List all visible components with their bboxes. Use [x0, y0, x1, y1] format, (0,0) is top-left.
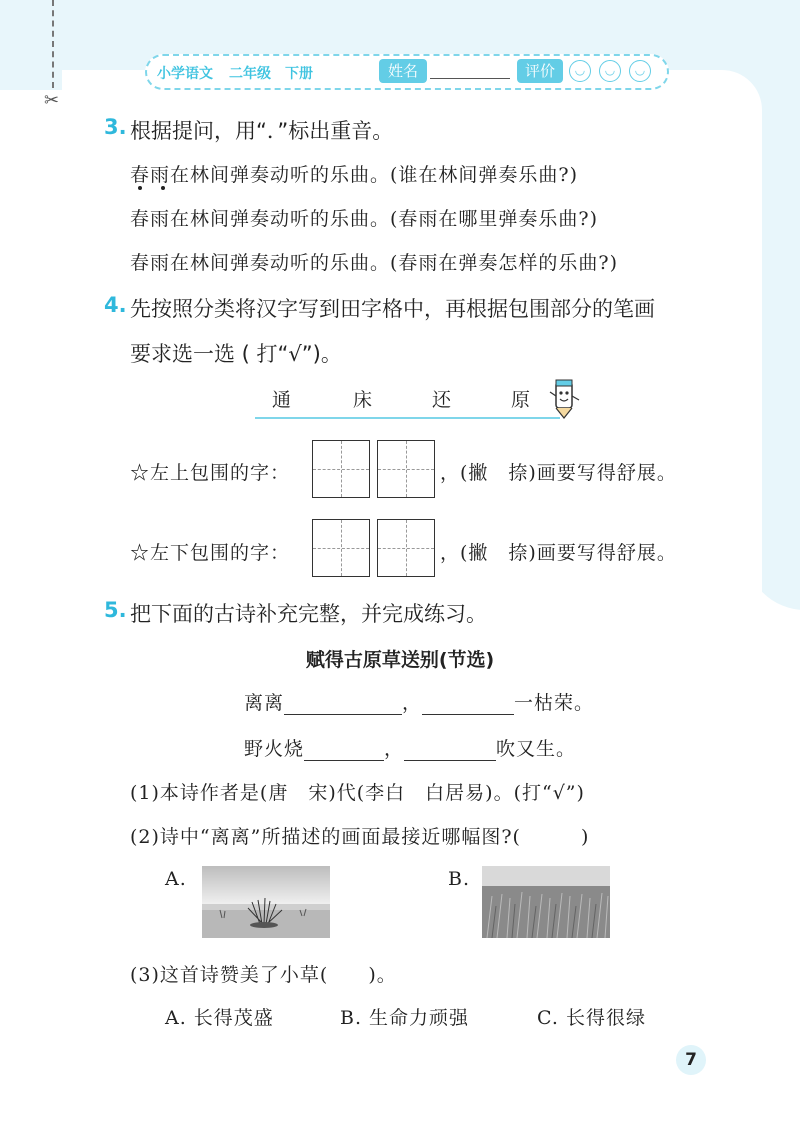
char-item: 床 — [353, 389, 373, 411]
q3-number: 3. — [104, 115, 127, 139]
q5-prompt: 把下面的古诗补充完整，并完成练习。 — [130, 602, 487, 626]
q4-row1-label: ☆左上包围的字： — [130, 462, 291, 484]
q5-number: 5. — [104, 598, 127, 622]
poem-text: 离离 — [244, 692, 285, 714]
grassland-photo-b[interactable] — [482, 866, 610, 938]
tianzige-box[interactable] — [377, 519, 435, 577]
q3-prompt: 根据提问，用“．”标出重音。 — [130, 119, 394, 143]
poem-blank[interactable] — [422, 696, 514, 715]
q4-row2-tail: ，(撇 捺)画要写得舒展。 — [440, 542, 677, 564]
q4-number: 4. — [104, 293, 127, 317]
option-a-label: A. — [165, 868, 187, 890]
q3-question: (春雨在哪里弹奏乐曲?) — [390, 208, 599, 230]
poem-title: 赋得古原草送别(节选) — [305, 649, 495, 671]
smile-face-icon[interactable]: ◡ — [569, 60, 591, 82]
q3-line-3 — [130, 248, 618, 275]
emphasis-dot — [138, 186, 142, 190]
poem-text: 野火烧 — [244, 738, 305, 760]
poem-blank[interactable] — [304, 742, 384, 761]
q3-question: (春雨在弹奏怎样的乐曲?) — [390, 252, 619, 274]
header-volume: 下册 — [285, 66, 313, 82]
q3-line-1 — [130, 160, 578, 187]
q4-row1-tail: ，(撇 捺)画要写得舒展。 — [440, 462, 677, 484]
poem-line-2 — [244, 734, 576, 761]
eval-label: 评价 — [517, 59, 563, 83]
q5-sub2: (2)诗中“离离”所描述的画面最接近哪幅图?( ) — [130, 826, 590, 848]
q4-row2-label: ☆左下包围的字： — [130, 542, 291, 564]
tianzige-box[interactable] — [312, 519, 370, 577]
tianzige-box[interactable] — [312, 440, 370, 498]
name-label: 姓名 — [379, 59, 427, 83]
name-field[interactable] — [430, 78, 510, 79]
option-b-label: B. — [448, 868, 471, 890]
poem-blank[interactable] — [284, 696, 402, 715]
choice-a[interactable]: A. 长得茂盛 — [165, 1007, 274, 1029]
poem-blank[interactable] — [404, 742, 496, 761]
header-grade: 二年级 — [229, 66, 271, 82]
poem-line-1 — [244, 688, 594, 715]
q5-sub1: (1)本诗作者是(唐 宋)代(李白 白居易)。(打“√”) — [130, 782, 585, 804]
tianzige-box[interactable] — [377, 440, 435, 498]
char-underline — [255, 417, 560, 419]
scissors-icon: ✂ — [44, 90, 60, 111]
q3-sentence: 春雨在林间弹奏动听的乐曲。 — [130, 208, 391, 230]
char-item: 通 — [272, 389, 292, 411]
pencil-mascot-icon — [548, 378, 582, 420]
header-bar — [145, 54, 669, 90]
char-item: 原 — [511, 389, 531, 411]
grassland-photo-a[interactable] — [202, 866, 330, 938]
q3-sentence: 春雨在林间弹奏动听的乐曲。 — [130, 164, 391, 186]
smile-face-icon[interactable]: ◡ — [629, 60, 651, 82]
header-subject: 小学语文 — [157, 66, 213, 82]
poem-separator: ， — [384, 738, 405, 760]
page-number: 7 — [676, 1045, 706, 1075]
q3-question: (谁在林间弹奏乐曲?) — [390, 164, 579, 186]
q4-prompt-line2: 要求选一选 ( 打“√”)。 — [130, 342, 342, 366]
q4-prompt-line1: 先按照分类将汉字写到田字格中，再根据包围部分的笔画 — [130, 297, 655, 321]
poem-separator: ， — [402, 692, 423, 714]
poem-text: 一枯荣。 — [514, 692, 595, 714]
cut-line — [52, 0, 54, 88]
choice-b[interactable]: B. 生命力顽强 — [340, 1007, 470, 1029]
q3-sentence: 春雨在林间弹奏动听的乐曲。 — [130, 252, 391, 274]
char-row — [255, 385, 560, 415]
q5-sub3: (3)这首诗赞美了小草( )。 — [130, 964, 397, 986]
smile-face-icon[interactable]: ◡ — [599, 60, 621, 82]
q3-line-2 — [130, 204, 598, 231]
poem-text: 吹又生。 — [496, 738, 577, 760]
emphasis-dot — [161, 186, 165, 190]
choice-c[interactable]: C. 长得很绿 — [537, 1007, 646, 1029]
char-item: 还 — [432, 389, 452, 411]
